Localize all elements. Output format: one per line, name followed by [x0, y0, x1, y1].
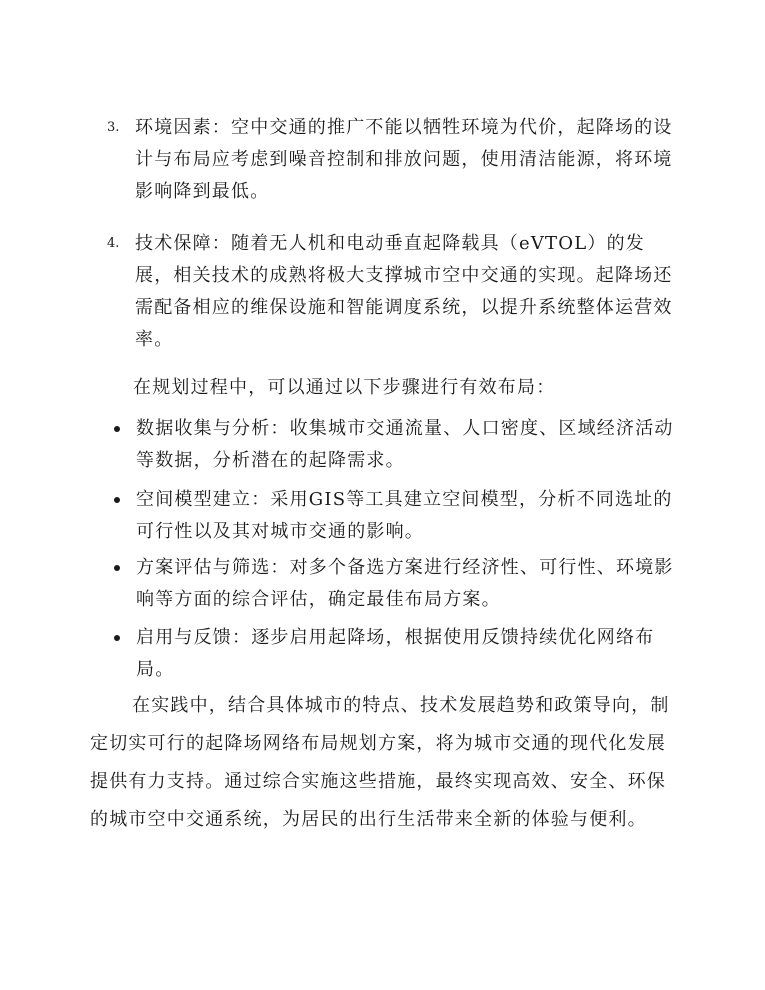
numbered-item-environment: [107, 112, 680, 208]
steps-intro-paragraph: 在规划过程中，可以通过以下步骤进行有效布局：: [133, 377, 556, 398]
item-text: 技术保障：随着无人机和电动垂直起降载具（eVTOL）的发展，相关技术的成熟将极大支撑城市空中交通的实现。起降场还需配备相应的维保设施和智能调度系统，以提升系统整体运营效率。: [135, 233, 673, 350]
bullet-item-spatial-model: [136, 484, 681, 548]
bullet-text: 空间模型建立：采用GIS等工具建立空间模型，分析不同选址的可行性以及其对城市交通的影响。: [136, 489, 673, 542]
bullet-text: 数据收集与分析：收集城市交通流量、人口密度、区域经济活动等数据，分析潜在的起降需求。: [136, 418, 674, 471]
item-text: 环境因素：空中交通的推广不能以牺牲环境为代价，起降场的设计与布局应考虑到噪音控制和排放问题，使用清洁能源，将环境影响降到最低。: [135, 117, 673, 202]
bullet-item-launch-feedback: [136, 622, 681, 686]
item-number: 3.: [107, 120, 120, 135]
bullet-icon: [114, 426, 120, 432]
bullet-icon: [114, 635, 120, 641]
numbered-item-technology: [107, 228, 680, 356]
item-number: 4.: [107, 236, 120, 251]
closing-paragraph: 在实践中，结合具体城市的特点、技术发展趋势和政策导向，制定切实可行的起降场网络布局规划方案，将为城市交通的现代化发展提供有力支持。通过综合实施这些措施，最终实现高效、安全、环保的城市空中交通系统，为居民的出行生活带来全新的体验与便利。: [90, 695, 670, 830]
bullet-icon: [114, 565, 120, 571]
bullet-item-evaluation: [136, 552, 681, 616]
bullet-text: 启用与反馈：逐步启用起降场，根据使用反馈持续优化网络布局。: [136, 627, 655, 680]
bullet-text: 方案评估与筛选：对多个备选方案进行经济性、可行性、环境影响等方面的综合评估，确定最佳布局方案。: [136, 557, 674, 610]
bullet-item-data-collection: [136, 413, 681, 477]
bullet-icon: [114, 497, 120, 503]
